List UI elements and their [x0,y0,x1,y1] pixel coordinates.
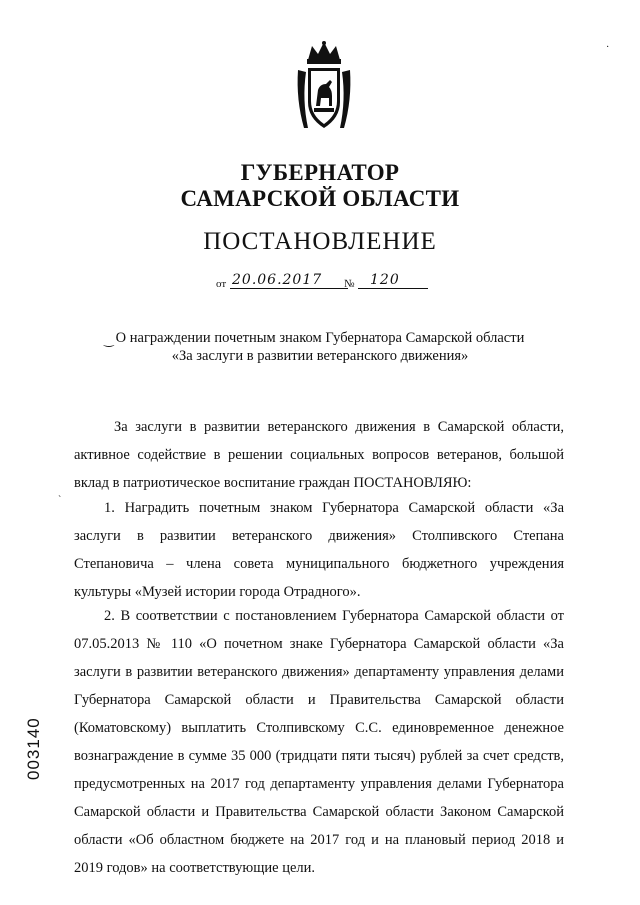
subject-line-1: О награждении почетным знаком Губернатора Самарской области [115,330,525,346]
document-subject [100,329,540,365]
document-type-title: ПОСТАНОВЛЕНИЕ [203,228,437,255]
coat-of-arms-emblem [294,40,354,136]
date-from-label: от [216,278,227,290]
date-underline [230,288,348,289]
body-paragraph-item-2: 2. В соответствии с постановлением Губернатора Самарской области от 07.05.2013 № 110 «О почетном знаке Губернатора Самарской области «За заслуги в развитии ветеранского движения» департаменту управления делами Губернатора Самарской области и Правительства Самарской области (Коматовскому) выплатить Столпивскому С.С. единовременное денежное вознаграждение в сумме 35 000 (тридцати пяти тысяч) рублей за счет средств, предусмотренных на 2017 год департаменту управления делами Губернатора Самарской области и Правительства Самарской области Законом Самарской области «Об областном бюджете на 2017 год и на плановый период 2018 и 2019 годов» на соответствующие цели. [74,608,564,876]
corner-dot-mark: · [606,42,610,53]
handwritten-date: 20.06.2017 [232,272,323,288]
authority-title-line2: САМАРСКОЙ ОБЛАСТИ [180,186,460,211]
handwritten-number: 120 [370,272,400,288]
number-label: № [344,278,355,290]
body-paragraph-preamble: За заслуги в развитии ветеранского движения в Самарской области, активное содействие в решении социальных вопросов ветеранов, большой вклад в патриотическое воспитание граждан ПОСТАНОВЛЯЮ: [74,419,564,491]
side-registration-number: 003140 [24,717,43,780]
body-paragraph-item-1: 1. Наградить почетным знаком Губернатора Самарской области «За заслуги в развитии ветеранского движения» Столпивского Степана Степановича – члена совета муниципального бюджетного учреждения культуры «Музей истории города Отрадного». [74,500,564,600]
date-number-line [216,274,436,292]
subject-line-2: «За заслуги в развитии ветеранского движения» [171,348,469,364]
authority-title-line1: ГУБЕРНАТОР [240,160,400,185]
margin-dot-mark: ˋ [58,495,62,506]
number-underline [358,288,428,289]
margin-tick-mark: ‿ [104,333,114,347]
